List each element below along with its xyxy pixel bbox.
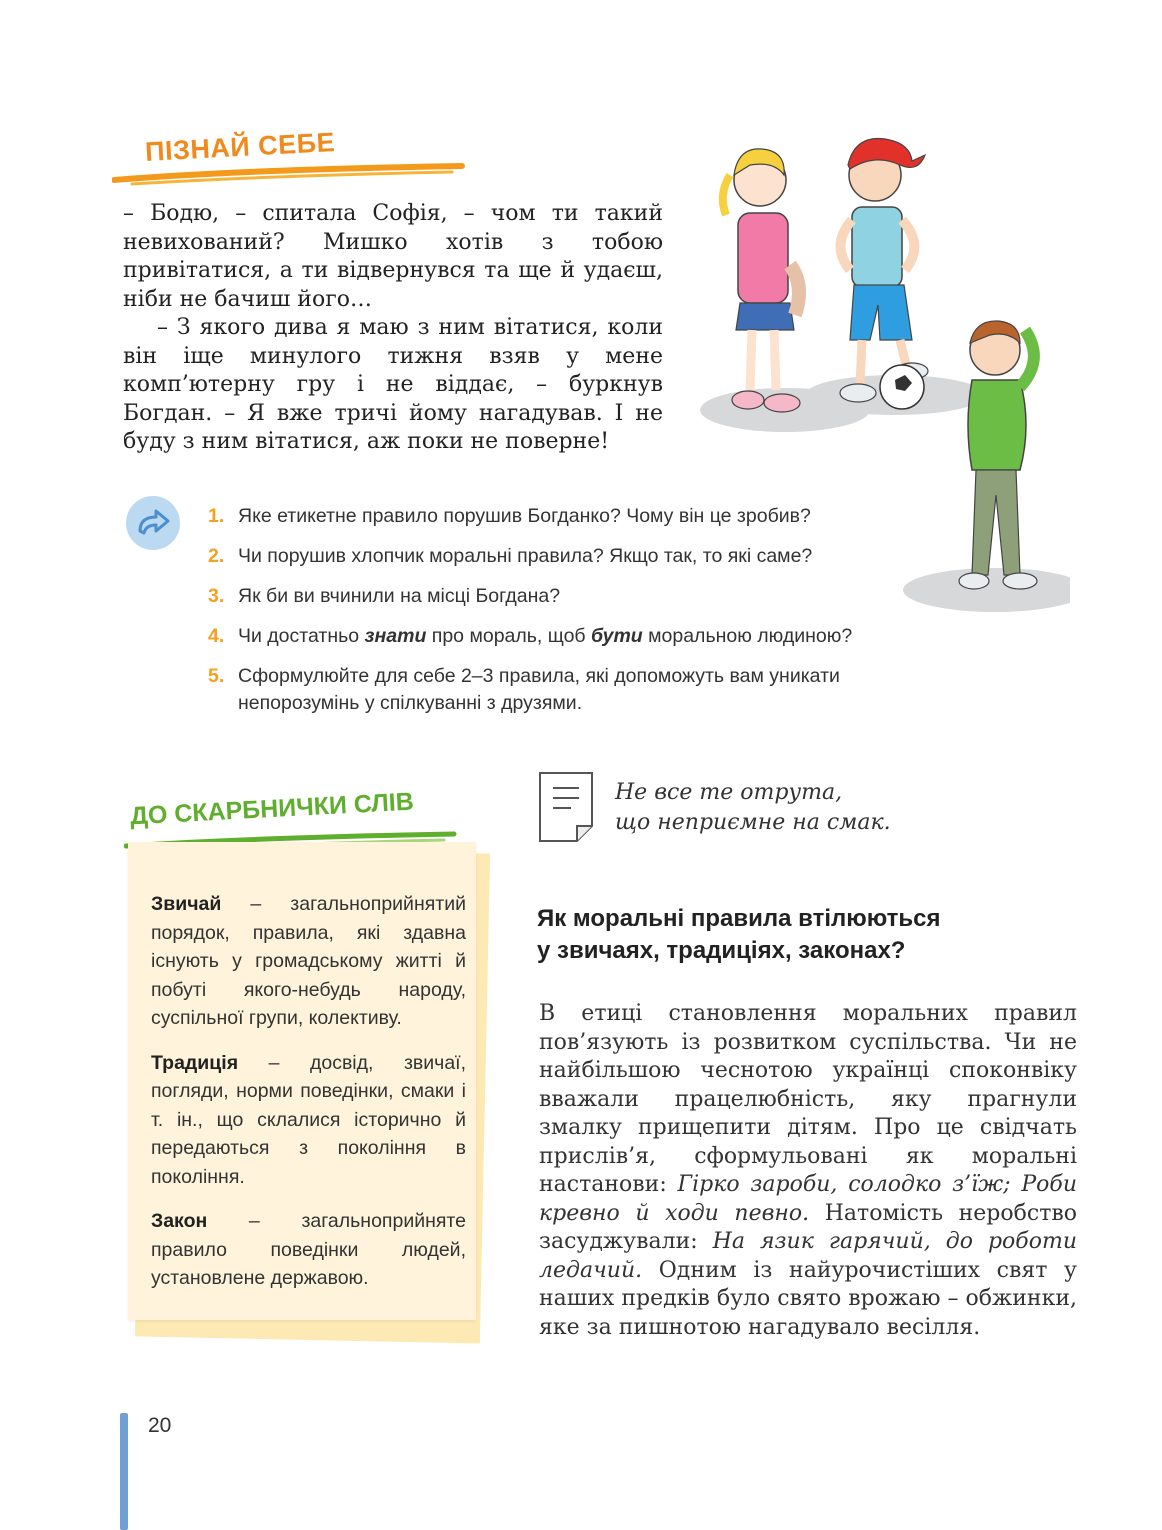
question-text: Чи порушив хлопчик моральні правила? Якщо так, то які саме? (238, 545, 813, 567)
dictionary-heading: ДО СКАРБНИЧКИ СЛІВ (129, 787, 415, 831)
list-item (208, 623, 948, 650)
question-text (238, 623, 948, 650)
question-number: 3. (208, 585, 225, 607)
term: Закон (151, 1210, 208, 1232)
question-text: Сформулюйте для себе 2–3 правила, які допоможуть вам уникати непорозумінь у спілкуванні з друзями. (238, 665, 840, 714)
body-paragraph (539, 1000, 1077, 1342)
section-title (537, 903, 1057, 967)
page-number: 20 (148, 1414, 172, 1437)
question-number: 1. (208, 505, 225, 527)
heading-underline (112, 160, 467, 186)
question-number: 2. (208, 545, 225, 567)
emphasis-know: знати (364, 625, 427, 647)
proverb-quote: На язик гарячий, до роботи ледачий. (539, 1229, 1077, 1283)
question-number: 4. (208, 625, 225, 647)
story-paragraph: – З якого дива я маю з ним вітатися, коли він іще минулого тижня взяв у мене комп’ютерну гру і не віддає, – буркнув Богдан. – Я вже тричі йому нагадував. І не буду з ним вітатися, аж поки не поверне! (123, 315, 663, 454)
definition: – загальноприйняте правило поведінки людей, установлене державою. (151, 1210, 466, 1289)
section-title-line: Як моральні правила втілюються (537, 905, 941, 932)
list-item (208, 583, 948, 610)
section-heading: ПІЗНАЙ СЕБЕ (144, 127, 336, 167)
proverb (615, 778, 891, 838)
emphasis-be: бути (591, 625, 643, 647)
body-text-part: В етиці становлення моральних правил пов’язують із розвитком суспільства. Чи не найбільшою чеснотою українці споконвіку вважали працелюбність, яку прагнули змалку прищепити дітям. Про це свідчать прислів’я, сформульовані як моральні настанови: (539, 1001, 1077, 1197)
dictionary-entries (151, 890, 466, 1309)
girl-figure (723, 149, 800, 412)
term: Традиція (151, 1051, 239, 1074)
definition: – загальноприйнятий порядок, правила, які здавна існують у громадському житті й побуті якого-небудь народу, суспільної групи, колективу. (151, 893, 466, 1029)
question-text-part: моральною людиною? (642, 625, 853, 647)
boy-green-figure (959, 321, 1037, 589)
list-item (208, 503, 948, 530)
question-text: Як би ви вчинили на місці Богдана? (238, 585, 561, 607)
question-list (208, 503, 948, 730)
question-text-part: про мораль, щоб (426, 625, 592, 647)
body-text-part: Одним із найурочистіших свят у наших предків було свято врожаю – обжинки, яке за пишнотою нагадувало весілля. (539, 1257, 1077, 1340)
dictionary-entry (151, 1049, 466, 1192)
page-bar (120, 1413, 128, 1530)
proverb-quote: Гірко зароби, солодко з’їж; Роби кревно й ходи певно. (539, 1172, 1078, 1226)
body-text-part: Натомість неробство засуджували: (539, 1200, 1078, 1254)
question-text: Яке етикетне правило порушив Богданко? Чому він це зробив? (238, 505, 811, 527)
dictionary-entry (151, 1207, 466, 1293)
story-paragraph: – Бодю, – спитала Софія, – чом ти такий невихований? Мишко хотів з тобою привітатися, а ти відвернувся та ще й удаєш, ніби не бачиш його… (123, 201, 663, 312)
section-title-line: у звичаях, традиціях, законах? (537, 937, 906, 964)
note-icon (537, 770, 595, 844)
list-item (208, 663, 948, 717)
discussion-arrow-icon (124, 495, 182, 551)
proverb-line: Не все те отрута, (615, 780, 843, 805)
list-item (208, 543, 948, 570)
question-number: 5. (208, 665, 225, 687)
question-text-part: Чи достатньо (238, 625, 365, 647)
proverb-line: що неприємне на смак. (615, 810, 891, 835)
term: Звичай (151, 893, 222, 915)
story-text (123, 200, 663, 457)
definition: – досвід, звичаї, погляди, норми поведінки, смаки і т. ін., що склалися історично й передаються з покоління в покоління. (151, 1051, 466, 1188)
dictionary-entry (151, 890, 466, 1033)
boy-cap-figure (840, 139, 928, 409)
